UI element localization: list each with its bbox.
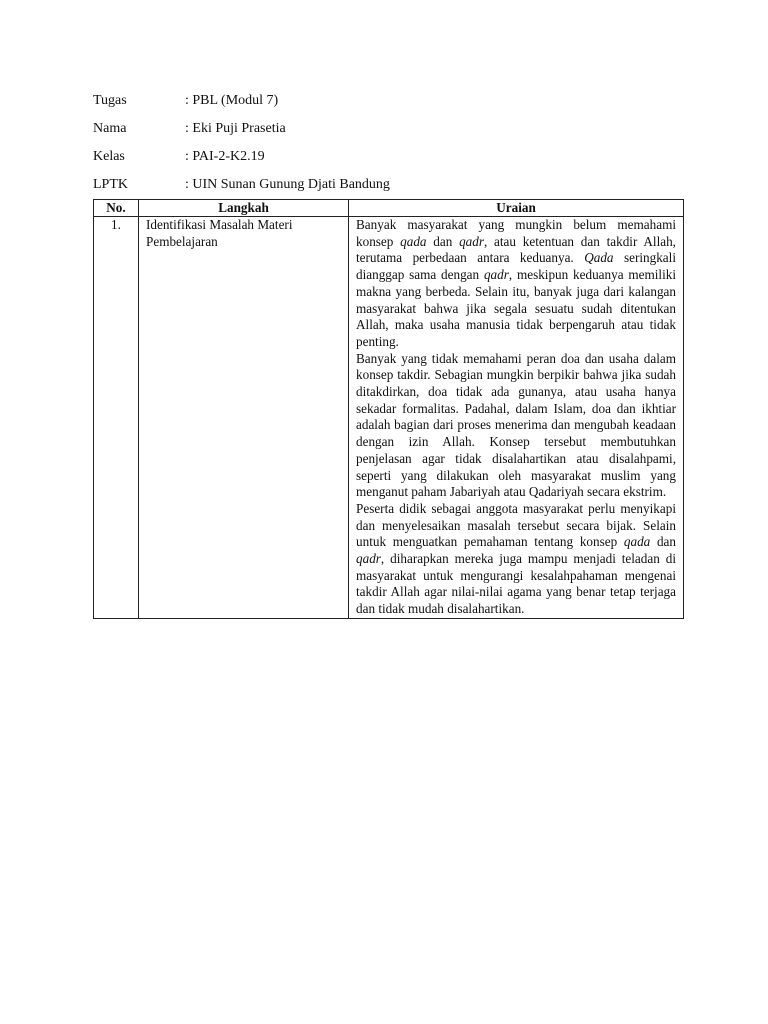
description-paragraph — [356, 501, 676, 618]
description-cell — [349, 217, 684, 619]
text-run: , diharapkan mereka juga mampu menjadi teladan di masyarakat untuk mengurangi kesalahpahaman mengenai takdir Allah agar nilai-nilai agama yang benar tetap terjaga dan tidak mudah disalahartikan. — [356, 551, 676, 617]
step-cell: Identifikasi Masalah Materi Pembelajaran — [139, 217, 349, 619]
info-value: : PBL (Modul 7) — [185, 93, 279, 108]
italic-term: qada — [623, 534, 651, 550]
header-info — [93, 87, 693, 199]
pbl-table — [93, 199, 684, 619]
text-run: Banyak yang tidak memahami peran doa dan usaha dalam konsep takdir. Sebagian mungkin berpikir bahwa jika sudah ditakdirkan, doa tidak ada gunanya, atau usaha hanya sekadar formalitas. Padahal, dalam Islam, doa dan ikhtiar adalah bagian dari proses menerima dan mengubah keadaan dengan izin Allah. Konsep tersebut membutuhkan penjelasan agar tidak disalahartikan atau disalahpami, seperti yang dilakukan oleh masyarakat muslim yang menganut paham Jabariyah atau Qadariyah secara ekstrim. — [356, 350, 676, 500]
row-number: 1. — [94, 217, 139, 619]
info-value: : UIN Sunan Gunung Djati Bandung — [185, 177, 390, 192]
text-run: dan — [426, 233, 460, 249]
info-row-tugas — [93, 87, 693, 115]
text-run: , atau ketentuan dan takdir Allah, terutama perbedaan antara keduanya. — [356, 233, 676, 266]
text-run: Peserta didik sebagai anggota masyarakat perlu menyikapi dan menyelesaikan masalah tersebut secara bijak. Selain untuk menguatkan pemahaman tentang konsep — [356, 500, 676, 550]
info-label: LPTK — [93, 177, 128, 192]
info-row-kelas — [93, 143, 693, 171]
info-label: Tugas — [93, 93, 127, 108]
text-run: Banyak masyarakat yang mungkin belum memahami konsep — [356, 217, 676, 249]
description-paragraph — [356, 217, 676, 351]
info-label: Kelas — [93, 149, 125, 164]
info-value: : PAI-2-K2.19 — [185, 149, 265, 164]
column-header-langkah: Langkah — [139, 200, 349, 217]
column-header-uraian: Uraian — [349, 200, 684, 217]
text-run: dan — [650, 534, 677, 550]
description-paragraph — [356, 351, 676, 501]
info-row-lptk — [93, 171, 693, 199]
italic-term: qadr — [356, 551, 381, 567]
italic-term: qada — [400, 233, 427, 249]
info-row-nama — [93, 115, 693, 143]
table-row — [94, 217, 684, 619]
italic-term: qadr — [459, 233, 484, 249]
info-label: Nama — [93, 121, 127, 136]
text-run: seringkali dianggap sama dengan — [356, 250, 676, 283]
column-header-no: No. — [94, 200, 139, 217]
info-value: : Eki Puji Prasetia — [185, 121, 286, 136]
italic-term: qadr — [483, 267, 509, 283]
table-header-row — [94, 200, 684, 217]
italic-term: Qada — [584, 250, 614, 266]
text-run: , meskipun keduanya memiliki makna yang berbeda. Selain itu, banyak juga dari kalangan masyarakat bahwa jika segala sesuatu sudah ditentukan Allah, maka usaha manusia tidak berpengaruh atau tidak penting. — [356, 267, 676, 349]
